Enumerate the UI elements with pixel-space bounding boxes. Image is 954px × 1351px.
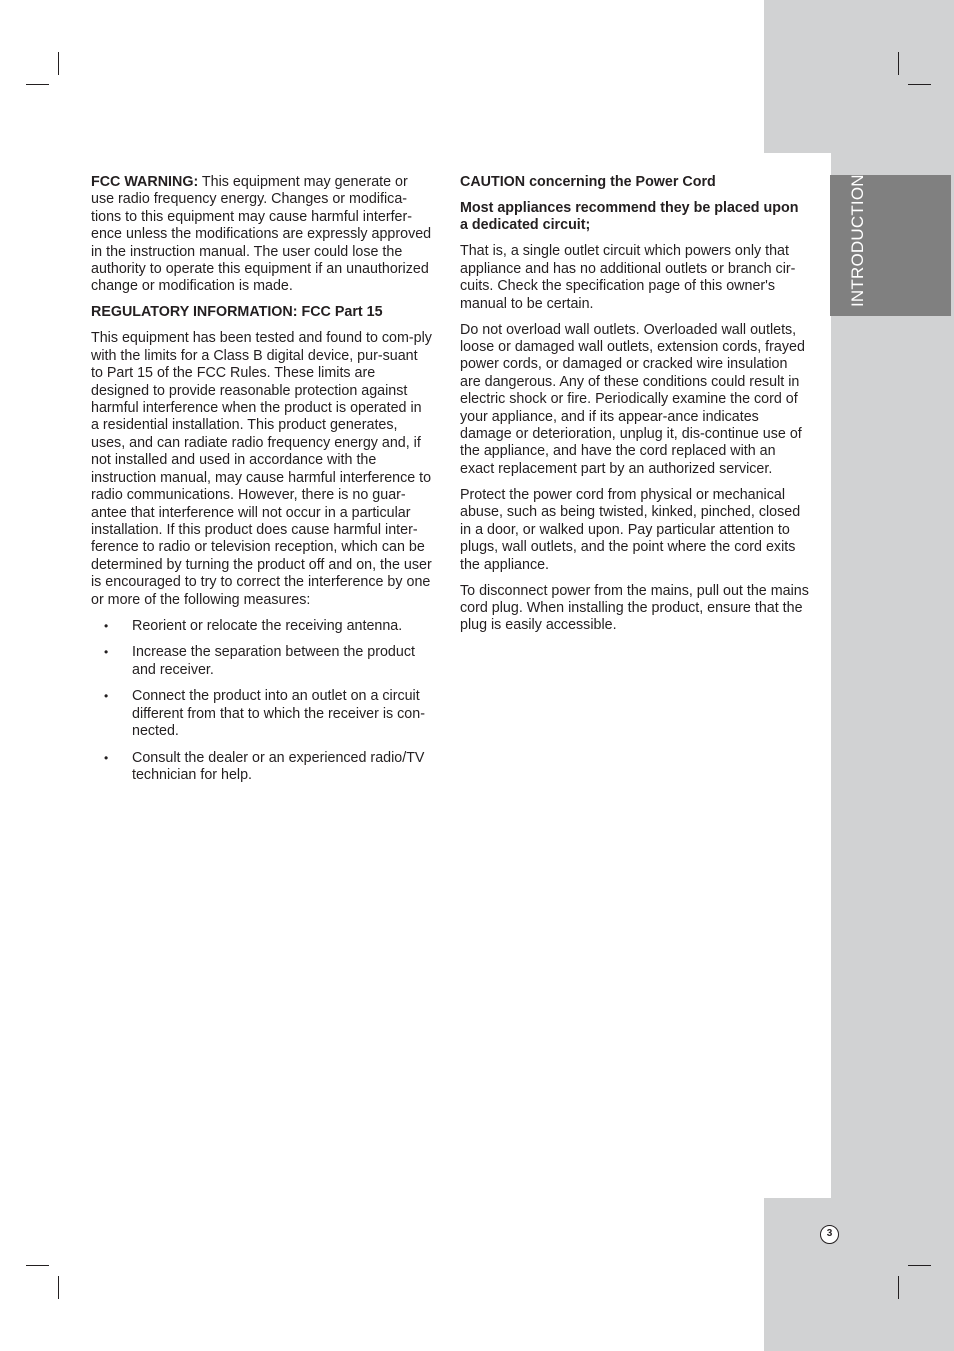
body-paragraph: Do not overload wall outlets. Overloaded wall outlets, loose or damaged wall outlets, extension cords, frayed power cords, or damaged or cracked wire insulation are dangerous. Any of these conditions could result in electric shock or fire. Periodically examine the cord of your appliance, and if its appear-ance indicates damage or deterioration, unplug it, dis-continue use of the appliance, and have the cord replaced with an exact replacement part by an authorized servicer. bbox=[460, 321, 805, 477]
crop-mark bbox=[26, 1265, 49, 1266]
body-paragraph: That is, a single outlet circuit which powers only that appliance and has no additional outlets or branch cir-cuits. Check the specification page of this owner's manual to be certain. bbox=[460, 243, 796, 312]
crop-mark bbox=[58, 52, 59, 75]
crop-mark bbox=[898, 52, 899, 75]
margin-band-top bbox=[764, 0, 954, 153]
caution-subheading: Most appliances recommend they be placed upon a dedicated circuit; bbox=[460, 200, 799, 234]
fcc-warning-label: FCC WARNING: bbox=[91, 174, 199, 190]
bullet-icon: • bbox=[104, 689, 109, 704]
crop-mark bbox=[58, 1276, 59, 1299]
regulatory-text: This equipment has been tested and found to com-ply with the limits for a Class B digital device, pur-suant to Part 15 of the FCC Rules. These limits are designed to provide reasonable protection against harmful interference when the product is operated in a residential installation. This product generates, uses, and can radiate radio frequency energy and, if not installed and used in accordance with the instruction manual, may cause harmful interference to radio communications. However, there is no guar-antee that interference will not occur in a particular installation. If this product does cause harmful inter-ference to radio or television reception, which can be determined by turning the product off and on, the user is encouraged to try to correct the interference by one or more of the following measures: bbox=[91, 330, 432, 608]
bullet-icon: • bbox=[104, 618, 109, 633]
section-tab bbox=[830, 175, 951, 316]
fcc-warning-text: This equipment may generate or use radio frequency energy. Changes or modifica-tions to this equipment may cause harmful interfer-ence unless the modifications are expressly approved in the instruction manual. The user could lose the authority to operate this equipment if an unauthorized change or modification is made. bbox=[91, 174, 432, 295]
page-number: 3 bbox=[820, 1225, 839, 1244]
list-item: • Connect the product into an outlet on a circuit different from that to which the receiver is con-nected. bbox=[104, 688, 425, 739]
bullet-icon: • bbox=[104, 750, 109, 765]
body-paragraph: To disconnect power from the mains, pull out the mains cord plug. When installing the product, ensure that the plug is easily accessible. bbox=[460, 582, 809, 634]
crop-mark bbox=[908, 1265, 931, 1266]
crop-mark bbox=[908, 84, 931, 85]
right-column bbox=[460, 174, 810, 643]
fcc-warning-paragraph bbox=[91, 174, 433, 296]
left-column bbox=[91, 174, 433, 794]
body-paragraph: Protect the power cord from physical or mechanical abuse, such as being twisted, kinked, pinched, closed in a door, or walked upon. Pay particular attention to plugs, wall outlets, and the point where the cord exits the appliance. bbox=[460, 486, 801, 573]
caution-heading: CAUTION concerning the Power Cord bbox=[460, 174, 716, 190]
section-title: INTRODUCTION bbox=[848, 174, 867, 307]
crop-mark bbox=[898, 1276, 899, 1299]
bullet-icon: • bbox=[104, 645, 109, 660]
crop-mark bbox=[26, 84, 49, 85]
measures-list bbox=[91, 618, 433, 785]
regulatory-heading: REGULATORY INFORMATION: FCC Part 15 bbox=[91, 304, 383, 321]
list-item: • Consult the dealer or an experienced radio/TV technician for help. bbox=[104, 749, 425, 783]
list-item: • Reorient or relocate the receiving antenna. bbox=[104, 617, 403, 634]
margin-band-bottom bbox=[764, 1198, 954, 1351]
list-item: • Increase the separation between the product and receiver. bbox=[104, 644, 415, 678]
